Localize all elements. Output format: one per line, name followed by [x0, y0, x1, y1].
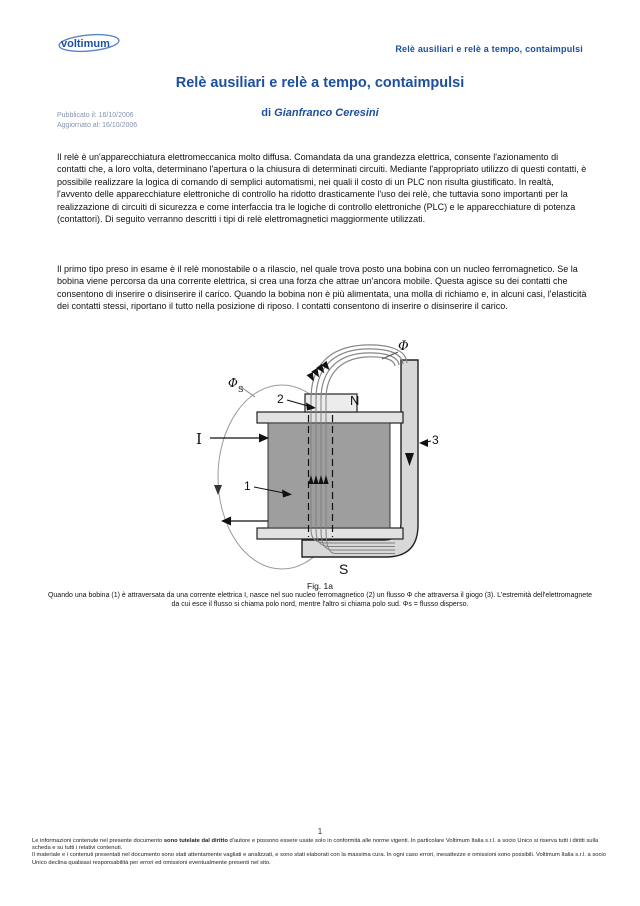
- footer-copyright-post: d'autore e possono essere usate solo in conformità alle norme vigenti. In particolare Voltimum Italia s.r.l. a socio Unico si riserva tutti i diritti sulla scheda e su tutti i relativi contenuti.: [32, 838, 599, 852]
- footer-legal: [32, 838, 610, 867]
- callout-1-label: 1: [244, 479, 251, 493]
- byline: [0, 107, 640, 119]
- coil-bottom-flange: [257, 528, 403, 539]
- coil-top-flange: [257, 412, 403, 423]
- figure-caption: Quando una bobina (1) è attraversata da una corrente elettrica I, nasce nel suo nucleo ferromagnetico (2) un flusso Φ che attraversa il giogo (3). L'estremità dell'elettromagnete da cui esce il flusso si chiama polo nord, mentre l'altro si chiama polo sud. Φs = flusso disperso.: [47, 592, 593, 609]
- leakage-flux-arrow-icon: [214, 485, 222, 495]
- phi-pointer: [382, 352, 398, 359]
- footer-paragraph-copyright: [32, 838, 610, 852]
- pole-north-label: N: [350, 393, 360, 408]
- author-name: Gianfranco Ceresini: [274, 107, 379, 119]
- paragraph-monostable-relay: Il primo tipo preso in esame è il relè monostabile o a rilascio, nel quale trova posto una bobina con un nucleo ferromagnetico. Se la bobina viene percorsa da una corrente elettrica, si crea una forza che attrae un'ancora mobile. Questa agisce su dei contatti che consentono di inserire o disinserire il carico. Quando la bobina non è più alimentata, una molla di richiamo e, in alcuni casi, l'elasticità dei contatti stessi, riportano il tutto nella posizione di riposo. I contatti consentono di inserire o disinserire il carico.: [57, 264, 587, 312]
- paragraph-intro: Il relè è un'apparecchiatura elettromeccanica molto diffusa. Comandata da una grandezza elettrica, consente l'azionamento di contatti che, a loro volta, determinano l'apertura o la chiusura di determinati circuiti. Mediante l'appropriato utilizzo di questi contatti, è possibile realizzare la logica di comando di semplici automatismi, nei quali il costo di un PLC non risulta giustificato. In realtà, l'avvento delle apparecchiature elettroniche di controllo ha ridotto drasticamente l'uso dei relè, che tuttavia sono importanti per la realizzazione di circuiti di sicurezza e come interfaccia tra le logiche di controllo elettroniche (PLC) e le apparecchiature di potenza (contattori). Di seguito verranno descritti i tipi di relè elettromagnetici maggiormente utilizzati.: [57, 152, 587, 225]
- voltimum-logo: [55, 32, 121, 56]
- callout-2-label: 2: [277, 392, 284, 406]
- footer-copyright-bold: sono tutelate dal diritto: [163, 838, 228, 844]
- phi-s-sub-label: S: [238, 385, 244, 394]
- coil-body: [268, 423, 390, 528]
- logo-text: voltimum: [61, 38, 110, 50]
- updated-date: Aggiornato al: 16/10/2006: [57, 121, 138, 129]
- footer-paragraph-disclaimer: Il materiale e i contenuti presentati nel documento sono stati attentamente vagliati e analizzati, e sono stati elaborati con la massima cura. In ogni caso errori, inesattezze e omissioni sono possibili. Voltimum Italia s.r.l. a socio Unico declina qualsiasi responsabilità per errori ed omissioni eventualmente presenti nel sito.: [32, 852, 606, 866]
- running-title: Relè ausiliari e relè a tempo, contaimpulsi: [395, 44, 583, 54]
- published-date: Pubblicato il: 16/10/2006: [57, 112, 134, 119]
- figure-title: Fig. 1a: [307, 581, 333, 591]
- phi-s-label: Φ: [228, 376, 238, 390]
- page-title: Relè ausiliari e relè a tempo, contaimpulsi: [175, 75, 465, 91]
- footer-copyright-pre: Le informazioni contenute nel presente documento: [32, 838, 164, 844]
- relay-diagram: [180, 337, 460, 585]
- pole-south-label: S: [339, 561, 349, 577]
- callout-3-arrow-icon: [419, 439, 428, 447]
- callout-3-label: 3: [432, 433, 439, 447]
- page-number: 1: [317, 827, 323, 836]
- phi-label: Φ: [398, 339, 409, 354]
- byline-prefix: di: [261, 107, 275, 119]
- exit-arrow-head-icon: [221, 517, 231, 526]
- flux-arcs: [311, 345, 407, 399]
- current-label: I: [196, 430, 202, 448]
